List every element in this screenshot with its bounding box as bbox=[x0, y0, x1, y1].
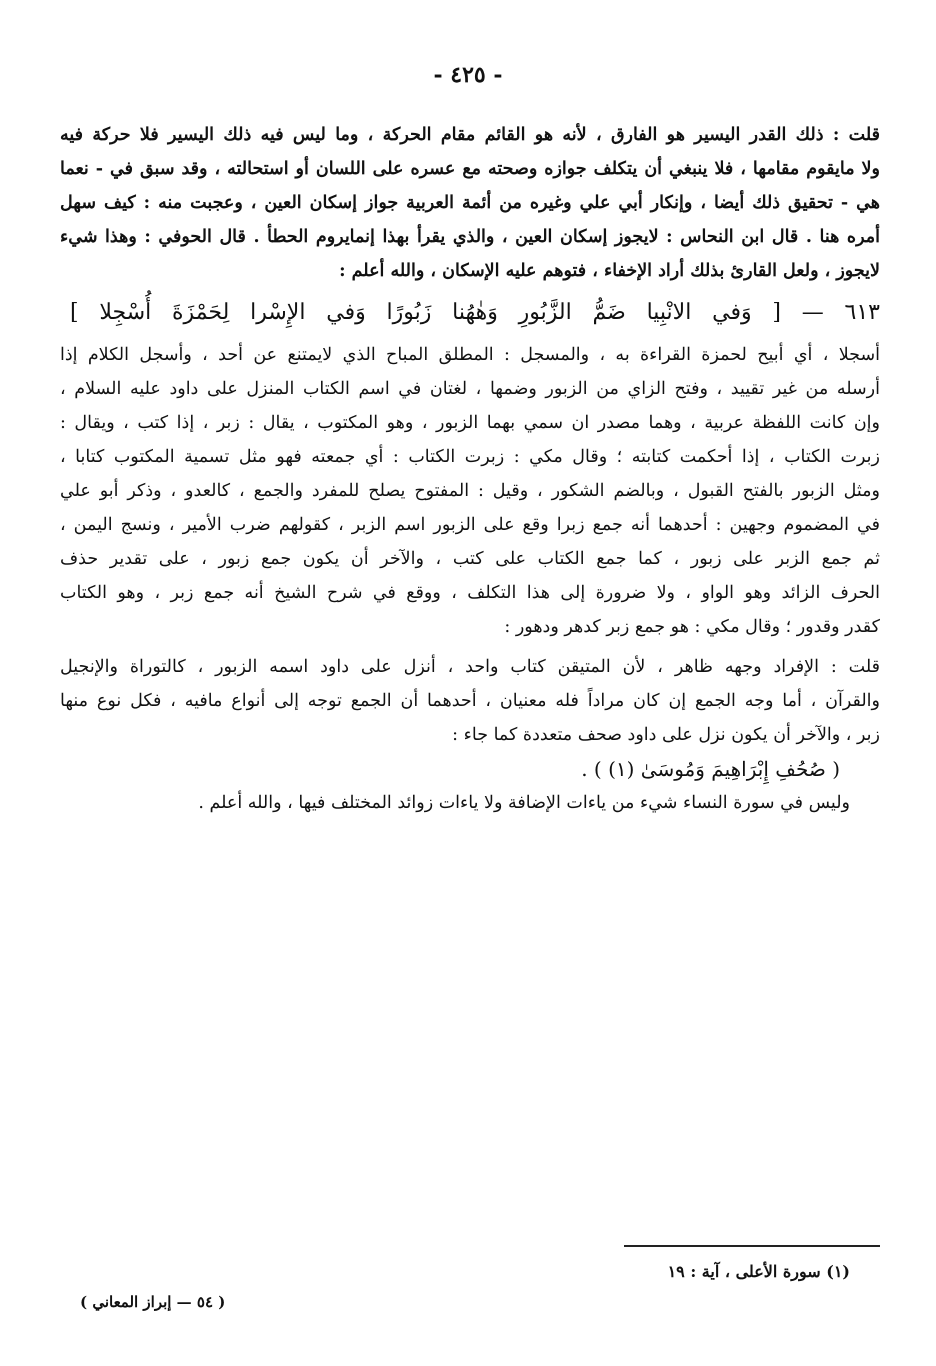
quran-quote: ( صُحُفِ إِبْرَاهِيمَ وَمُوسَىٰ (١) ) . bbox=[581, 757, 840, 781]
text-line: ولا مايقوم مقامها ، فلا ينبغي أن يتكلف جوازه وصحته مع عسره على اللسان أو استحالته ، وقد سبق في - نعما bbox=[60, 159, 880, 179]
text-line: الحرف الزائد وهو الواو ، ولا ضرورة إلى هذا التكلف ، ووقع في شرح الشيخ أنه جمع زبر ، وهو الكتاب bbox=[60, 583, 880, 603]
body-text bbox=[60, 118, 880, 820]
text-line: لايجوز ، ولعل القارئ بذلك أراد الإخفاء ، فتوهم عليه الإسكان ، والله أعلم : bbox=[339, 261, 880, 281]
text-line: في المضموم وجهين : أحدهما أنه جمع زبرا وقع على الزبور اسم الزبر ، كقولهم ضرب الأمير ، ونسج اليمن ، bbox=[60, 515, 880, 535]
text-line: وإن كانت اللفظة عربية ، وهما مصدر ان سمي بهما الزبور ، وهو المكتوب ، يقال : زبر ، إذا كتب ، ويقال : bbox=[60, 413, 880, 433]
text-line: أرسله من غير تقييد ، وفتح الزاي من الزبور وضمها ، لغتان في اسم الكتاب المنزل على داود عليه السلام ، bbox=[60, 379, 880, 399]
footnote-divider bbox=[624, 1245, 880, 1247]
footnote: (١) سورة الأعلى ، آية : ١٩ bbox=[667, 1262, 850, 1281]
text-line: ثم جمع الزبر على زبور ، كما جمع الكتاب على كتب ، والآخر أن يكون جمع زبور ، على تقدير حذف bbox=[60, 549, 880, 569]
text-line: قلت : الإفراد وجهه ظاهر ، لأن المتيقن كتاب واحد ، أنزل على داود اسمه الزبور ، كالتوراة والإنجيل bbox=[60, 657, 880, 677]
text-line: قلت : ذلك القدر اليسير هو الفارق ، لأنه هو القائم مقام الحركة ، وما ليس فيه ذلك اليسير فلا حركة فيه bbox=[60, 125, 880, 145]
text-line: أمره هنا . قال ابن النحاس : لايجوز إسكان العين ، والذي يقرأ بهذا إنمايروم الحطأ . قال الحوفي : وهذا شيء bbox=[60, 227, 880, 247]
text-line: ومثل الزبور بالفتح القبول ، وبالضم الشكور ، وقيل : المفتوح يصلح للمفرد والجمع ، كالعدو ، وذكر أبو علي bbox=[60, 481, 880, 501]
text-line: كقدر وقدور ؛ وقال مكي : هو جمع زبر كدهر ودهور : bbox=[504, 617, 880, 637]
text-line: هي - تحقيق ذلك أيضا ، وإنكار أبي علي وغيره من أئمة العربية جواز إسكان العين ، وعجبت منه : كيف سهل bbox=[60, 193, 880, 213]
text-line: زبرت الكتاب ، إذا أحكمت كتابته ؛ وقال مكي : زبرت الكتاب : أي جمعته فهو مثل تسمية المكتوب كتابا ، bbox=[60, 447, 880, 467]
text-line: والقرآن ، أما وجه الجمع إن كان مراداً فله معنيان ، أحدهما أن الجمع توجه إلى أنواع مافيه ، فكل نوع منها bbox=[60, 691, 880, 711]
signature-mark: ( ٥٤ — إبراز المعاني ) bbox=[80, 1293, 226, 1311]
closing-line: وليس في سورة النساء شيء من ياءات الإضافة ولا ياءات زوائد المختلف فيها ، والله أعلم . bbox=[198, 793, 850, 813]
poem-verse: ٦١٣ — [ وَفي الانْبِيا ضَمُّ الزَّبُورِ وَهٰهُنا زَبُورًا وَفي الإِسْرا لِحَمْزَةَ أُسْجِلا ] bbox=[70, 300, 880, 325]
page-number: - ٤٢٥ - bbox=[433, 62, 503, 88]
text-line: أسجلا ، أي أبيح لحمزة القراءة به ، والمسجل : المطلق المباح الذي لايمتنع عن أحد ، وأسجل الكلام إذا bbox=[60, 345, 880, 365]
text-line: زبر ، والآخر أن يكون نزل على داود صحف متعددة كما جاء : bbox=[452, 725, 880, 745]
